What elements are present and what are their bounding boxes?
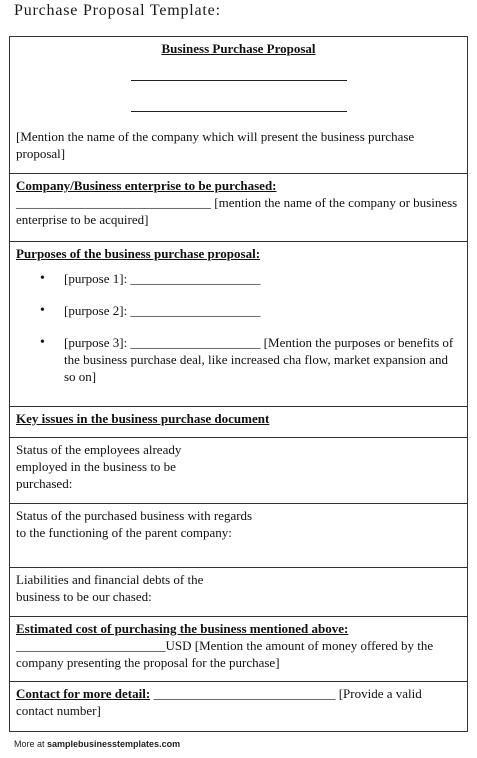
purpose-text: [purpose 3]: ____________________ [Mention the purposes or benefits of the business purchase deal, like increased cha flow, market expansion and so on] [64, 335, 454, 384]
purposes-heading: Purposes of the business purchase proposal: [16, 246, 261, 261]
footer-site-link[interactable]: samplebusinesstemplates.com [47, 739, 181, 749]
company-text: ______________________________ [mention the name of the company or business enterprise to be acquired] [16, 195, 458, 227]
bullet-icon: • [40, 271, 45, 286]
key-issue-row [10, 568, 467, 617]
cost-heading: Estimated cost of purchasing the business mentioned above: [16, 621, 349, 636]
company-heading: Company/Business enterprise to be purchased: [16, 178, 277, 193]
bullet-icon: • [40, 303, 45, 318]
proposal-form [9, 36, 468, 732]
key-issues-heading: Key issues in the business purchase document [16, 411, 270, 426]
blank-line-2[interactable] [131, 111, 347, 112]
key-issues-section [10, 407, 467, 438]
page-title: Purchase Proposal Template: [14, 2, 221, 19]
cost-text: _______________________USD [Mention the amount of money offered by the company presenting the proposal for the purchase] [16, 638, 434, 670]
company-section [10, 174, 467, 242]
key-issue-row [10, 504, 467, 568]
key-issue-row [10, 438, 467, 504]
purpose-item [16, 334, 461, 385]
purpose-text: [purpose 2]: ____________________ [64, 303, 261, 318]
footer-prefix: More at [14, 739, 48, 749]
cost-section [10, 617, 467, 682]
proposal-intro: [Mention the name of the company which will present the business purchase proposal] [16, 129, 415, 161]
contact-section [10, 682, 467, 732]
purpose-text: [purpose 1]: ____________________ [64, 271, 261, 286]
proposal-title: Business Purchase Proposal [161, 41, 316, 56]
purposes-section [10, 242, 467, 407]
blank-line-1[interactable] [131, 80, 347, 81]
key-issue-employees: Status of the employees already employed in the business to be purchased: [16, 442, 182, 491]
contact-heading: Contact for more detail: [16, 686, 151, 701]
contact-text: ____________________________ [Provide a valid contact number] [16, 686, 422, 718]
key-issue-liabilities: Liabilities and financial debts of the business to be our chased: [16, 572, 204, 604]
purpose-item [16, 302, 461, 319]
purposes-list [16, 270, 461, 385]
key-issue-functioning: Status of the purchased business with regards to the functioning of the parent company: [16, 508, 253, 540]
purpose-item [16, 270, 461, 287]
contact-line [16, 685, 461, 719]
footer [14, 739, 180, 749]
proposal-header-section [10, 37, 467, 174]
bullet-icon: • [40, 335, 45, 350]
